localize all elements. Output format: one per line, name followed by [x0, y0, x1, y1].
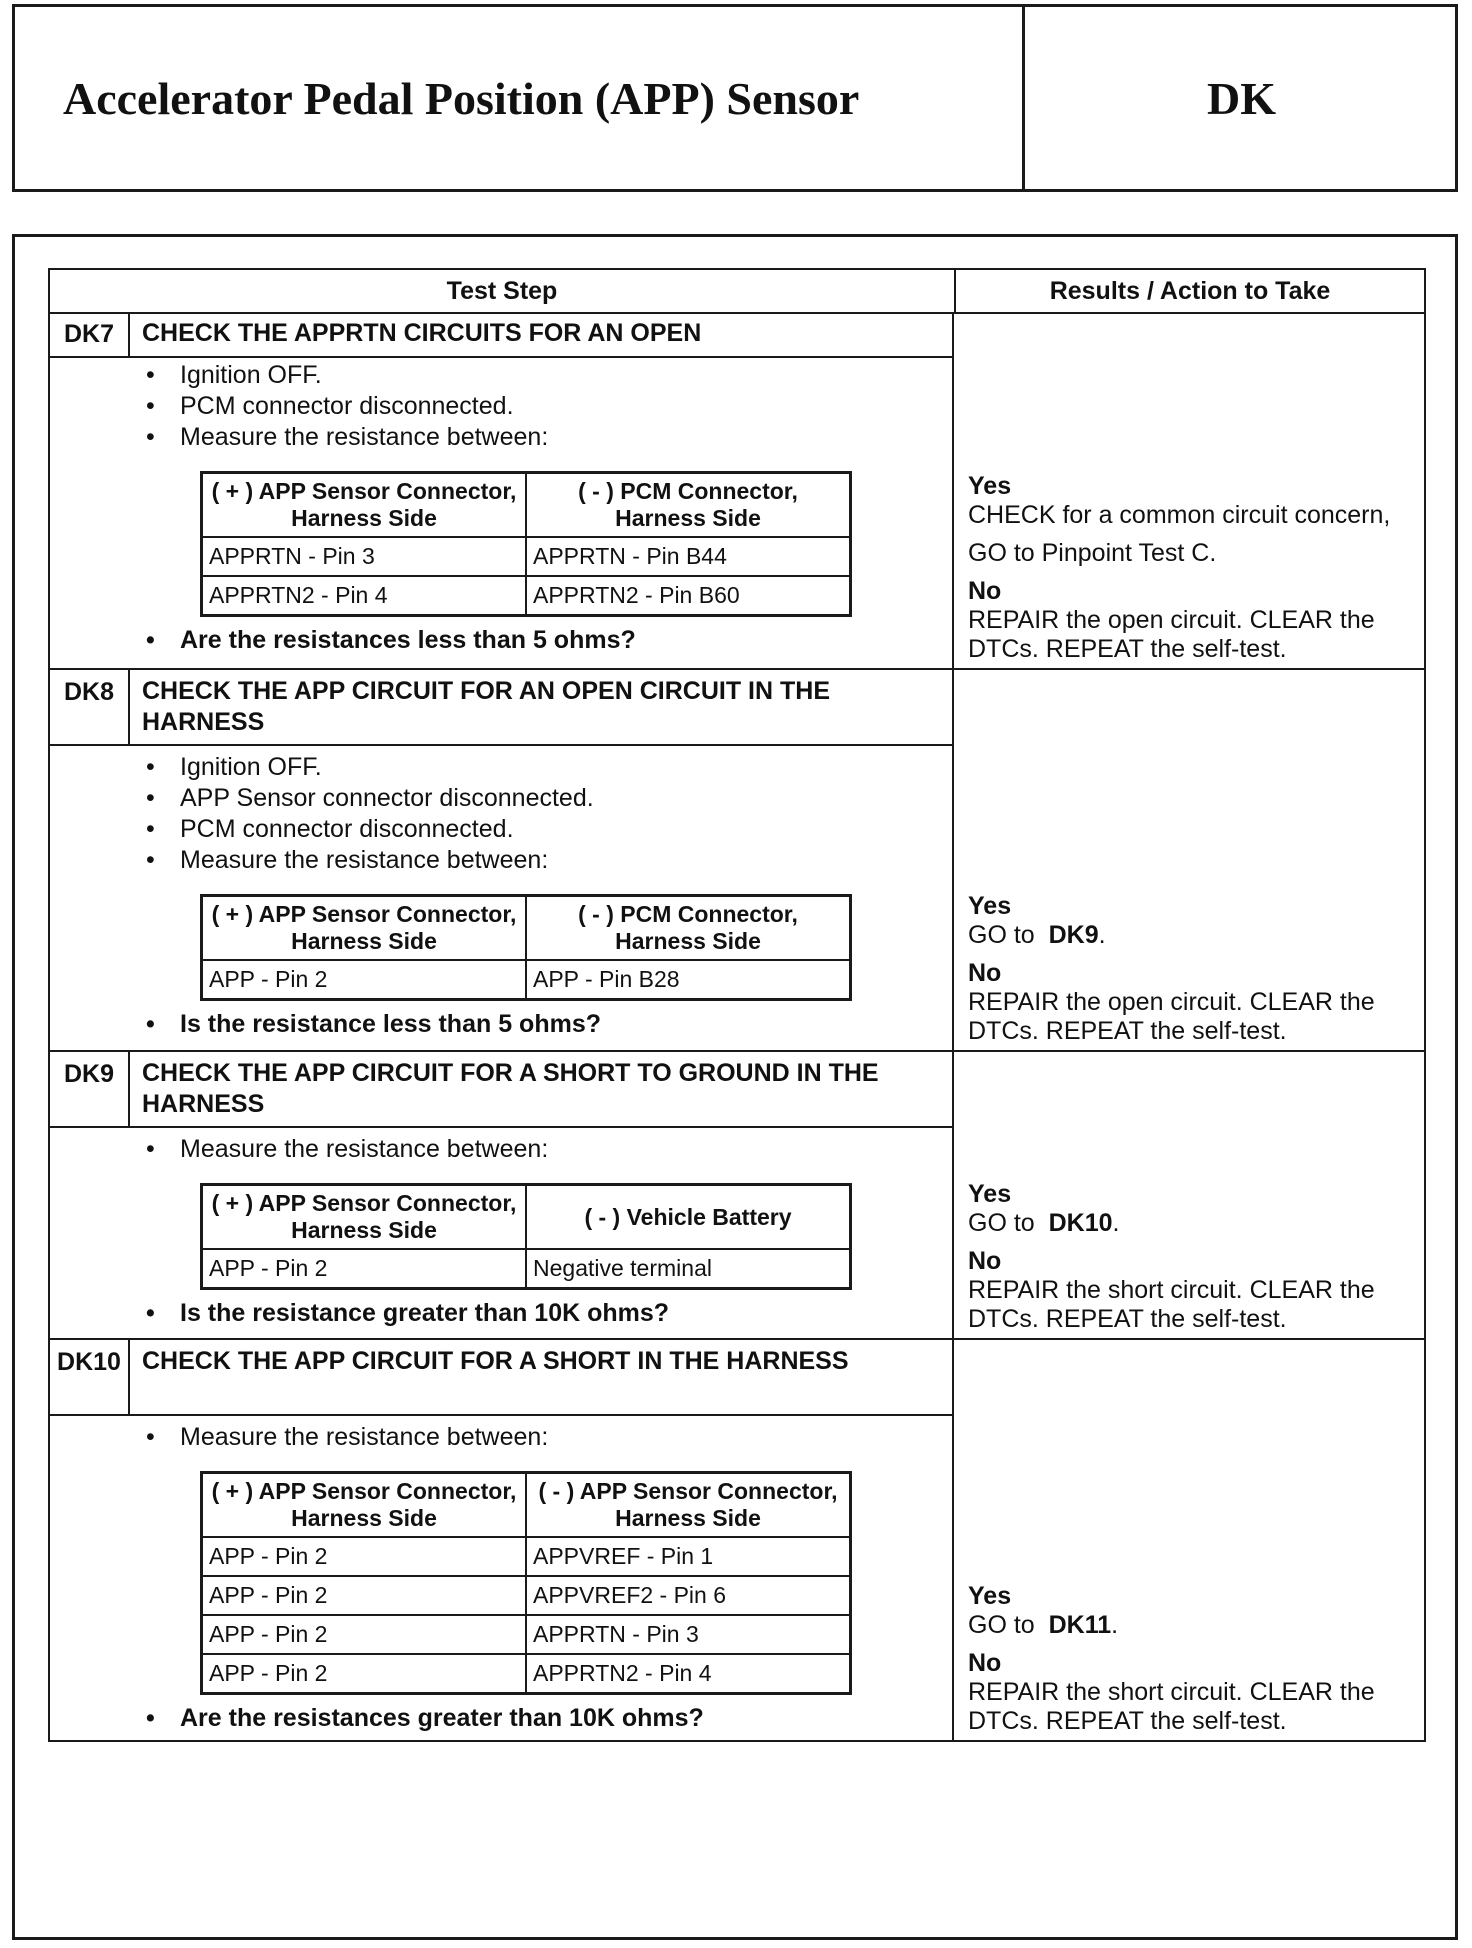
table-cell: APPRTN - Pin B44	[526, 537, 851, 576]
table-cell: APP - Pin 2	[202, 1615, 527, 1654]
list-item: • Ignition OFF.	[146, 361, 322, 389]
column-header: ( + ) APP Sensor Connector, Harness Side	[202, 1473, 527, 1538]
measurement-table	[200, 894, 852, 1001]
measurement-table	[200, 1471, 852, 1695]
result-cell	[954, 1052, 1424, 1338]
result-cell	[954, 1340, 1424, 1740]
diagnostic-table	[48, 268, 1426, 1742]
list-item: • APP Sensor connector disconnected.	[146, 784, 594, 812]
table-cell: APP - Pin 2	[202, 1249, 527, 1289]
table-row	[202, 473, 851, 538]
section-code: DK	[1207, 72, 1276, 124]
table-cell: APP - Pin 2	[202, 1654, 527, 1694]
yes-label: Yes	[968, 892, 1012, 920]
test-step-dk10	[50, 1340, 1424, 1740]
table-header-row	[50, 270, 1424, 314]
table-cell: APPVREF2 - Pin 6	[526, 1576, 851, 1615]
test-step-header: Test Step	[50, 270, 956, 312]
yes-action: GO to DK11.	[968, 1611, 1119, 1639]
column-header: ( - ) APP Sensor Connector, Harness Side	[526, 1473, 851, 1538]
table-row	[202, 537, 851, 576]
yes-action: GO to DK9.	[968, 921, 1106, 949]
measurement-table	[200, 471, 852, 617]
list-item: • PCM connector disconnected.	[146, 815, 514, 843]
table-row	[202, 1537, 851, 1576]
table-row	[202, 1473, 851, 1538]
yes-action: GO to DK10.	[968, 1209, 1120, 1237]
list-item: • Measure the resistance between:	[146, 846, 549, 874]
list-item: • Measure the resistance between:	[146, 1423, 549, 1451]
results-header: Results / Action to Take	[1049, 276, 1331, 305]
test-step-dk9	[50, 1052, 1424, 1340]
table-cell: APP - Pin 2	[202, 960, 527, 1000]
no-action: REPAIR the short circuit. CLEAR the DTCs. REPEAT the self-test.	[968, 1276, 1375, 1333]
list-item: • Measure the resistance between:	[146, 423, 549, 451]
table-row	[202, 960, 851, 1000]
step-title: CHECK THE APPRTN CIRCUITS FOR AN OPEN	[142, 319, 702, 347]
no-label: No	[968, 1247, 1002, 1275]
table-cell: APPRTN2 - Pin B60	[526, 576, 851, 616]
table-row	[202, 896, 851, 961]
table-cell: APPVREF - Pin 1	[526, 1537, 851, 1576]
result-cell	[954, 670, 1424, 1050]
yes-label: Yes	[968, 1180, 1012, 1208]
step-id: DK10	[50, 1340, 130, 1414]
table-cell: APPRTN2 - Pin 4	[202, 576, 527, 616]
test-question: • Is the resistance less than 5 ohms?	[146, 1010, 601, 1038]
test-question: • Are the resistances less than 5 ohms?	[146, 626, 636, 654]
step-id: DK9	[50, 1052, 130, 1126]
test-step-dk8	[50, 670, 1424, 1052]
step-id: DK7	[50, 314, 130, 356]
page-header	[12, 4, 1458, 192]
table-cell: APPRTN - Pin 3	[202, 537, 527, 576]
yes-label: Yes	[968, 1582, 1012, 1610]
table-cell: Negative terminal	[526, 1249, 851, 1289]
no-action: REPAIR the open circuit. CLEAR the DTCs. REPEAT the self-test.	[968, 606, 1375, 663]
no-action: REPAIR the open circuit. CLEAR the DTCs. REPEAT the self-test.	[968, 988, 1375, 1045]
table-row	[202, 1576, 851, 1615]
table-cell: APP - Pin 2	[202, 1537, 527, 1576]
column-header: ( - ) PCM Connector, Harness Side	[526, 896, 851, 961]
no-action: REPAIR the short circuit. CLEAR the DTCs. REPEAT the self-test.	[968, 1678, 1375, 1735]
goto-step: DK11	[1048, 1611, 1112, 1639]
test-question: • Is the resistance greater than 10K ohms?	[146, 1299, 670, 1327]
table-row	[202, 1654, 851, 1694]
column-header: ( - ) Vehicle Battery	[526, 1185, 851, 1250]
table-cell: APPRTN2 - Pin 4	[526, 1654, 851, 1694]
list-item: • PCM connector disconnected.	[146, 392, 514, 420]
yes-action-link: GO to Pinpoint Test C.	[968, 539, 1217, 567]
measurement-table	[200, 1183, 852, 1290]
goto-step: DK9	[1048, 921, 1099, 949]
table-row	[202, 1249, 851, 1289]
table-row	[202, 576, 851, 616]
table-cell: APP - Pin B28	[526, 960, 851, 1000]
column-header: ( + ) APP Sensor Connector, Harness Side	[202, 896, 527, 961]
no-label: No	[968, 959, 1002, 987]
yes-action: CHECK for a common circuit concern,	[968, 501, 1391, 529]
list-item: • Measure the resistance between:	[146, 1135, 549, 1163]
page-title: Accelerator Pedal Position (APP) Sensor	[15, 7, 1025, 189]
column-header: ( + ) APP Sensor Connector, Harness Side	[202, 1185, 527, 1250]
list-item: • Ignition OFF.	[146, 753, 322, 781]
no-label: No	[968, 577, 1002, 605]
result-cell	[954, 314, 1424, 668]
table-row	[202, 1615, 851, 1654]
table-row	[202, 1185, 851, 1250]
column-header: ( - ) PCM Connector, Harness Side	[526, 473, 851, 538]
step-title: CHECK THE APP CIRCUIT FOR A SHORT TO GROUND IN THE HARNESS	[142, 1059, 879, 1118]
table-cell: APP - Pin 2	[202, 1576, 527, 1615]
step-title: CHECK THE APP CIRCUIT FOR AN OPEN CIRCUIT IN THE HARNESS	[142, 677, 830, 736]
step-id: DK8	[50, 670, 130, 744]
no-label: No	[968, 1649, 1002, 1677]
goto-step: DK10	[1048, 1209, 1113, 1237]
column-header: ( + ) APP Sensor Connector, Harness Side	[202, 473, 527, 538]
yes-label: Yes	[968, 472, 1012, 500]
step-title: CHECK THE APP CIRCUIT FOR A SHORT IN THE HARNESS	[142, 1347, 849, 1375]
test-step-dk7	[50, 314, 1424, 670]
test-question: • Are the resistances greater than 10K ohms?	[146, 1704, 704, 1732]
table-cell: APPRTN - Pin 3	[526, 1615, 851, 1654]
